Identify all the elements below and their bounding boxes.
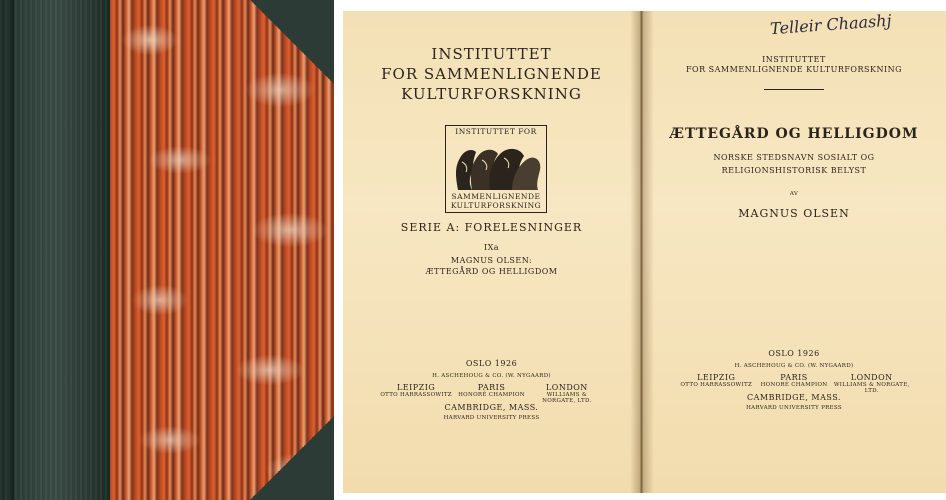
title-page [642,11,946,493]
city-agent: OTTO HARRASSOWITZ [380,392,452,398]
imprint-cities [379,383,604,404]
imprint-city-leipzig [678,373,755,394]
imprint-city-paris [756,373,833,394]
city-agent: OTTO HARRASSOWITZ [680,382,753,388]
imprint-press: HARVARD UNIVERSITY PRESS [746,405,842,411]
imprint-city-leipzig [379,383,453,404]
imprint-cambridge: CAMBRIDGE, MASS. [747,393,841,402]
city-agent: HONORÉ CHAMPION [760,382,828,388]
imprint-press: HARVARD UNIVERSITY PRESS [443,415,540,421]
book-subtitle-line-2: RELIGIONSHISTORISK BELYST [721,166,867,175]
leather-corner-top [250,0,334,84]
institute-name: INSTITUTTET [762,55,826,64]
institute-heading-line-2: FOR SAMMENLIGNENDE [381,65,602,83]
city-name: LONDON [850,373,893,382]
emblem-bottom-text-1: SAMMENLIGNENDE [451,192,541,201]
open-book-spread [343,11,946,493]
emblem-bottom-text-2: KULTURFORSKNING [450,201,542,210]
city-agent: HONORÉ CHAMPION [458,392,525,398]
imprint-city-london [530,383,604,404]
book-subtitle-line-1: NORSKE STEDSNAVN SOSIALT OG [713,153,875,162]
by-label: AV [789,191,799,197]
city-name: LEIPZIG [697,373,736,382]
half-title-page [343,11,642,493]
spine-edge [10,0,14,500]
imprint-city-year: OSLO 1926 [768,349,820,358]
institute-heading-line-3: KULTURFORSKNING [401,85,582,103]
institute-subtitle: FOR SAMMENLIGNENDE KULTURFORSKNING [686,65,902,74]
imprint-cambridge: CAMBRIDGE, MASS. [444,403,539,412]
imprint-city-year: OSLO 1926 [465,359,518,368]
city-name: LEIPZIG [396,383,436,392]
author-line: MAGNUS OLSEN: [450,256,533,265]
imprint-city-paris [454,383,528,404]
handwritten-signature: Telleir Chaashj [769,10,893,39]
imprint-publisher: H. ASCHEHOUG & CO. (W. NYGAARD) [432,373,551,379]
imprint-publisher: H. ASCHEHOUG & CO. (W. NYGAARD) [734,363,854,369]
leather-spine [0,0,110,500]
book-title: ÆTTEGÅRD OG HELLIGDOM [669,126,919,142]
series-number: IXa [483,243,500,252]
series-label: SERIE A: FORELESNINGER [400,221,583,234]
book-cover [0,0,334,500]
leather-corner-bottom [250,416,334,500]
city-name: PARIS [780,373,808,382]
imprint-city-london [833,373,910,394]
imprint-cities [678,373,910,394]
institute-heading-line-1: INSTITUTTET [431,45,552,63]
city-agent: WILLIAMS & NORGATE, LTD. [833,382,910,394]
city-name: PARIS [477,383,506,392]
book-author: MAGNUS OLSEN [738,207,850,220]
institute-emblem [445,125,547,213]
title-line: ÆTTEGÅRD OG HELLIGDOM [425,267,558,276]
divider-rule [764,89,824,90]
city-agent: WILLIAMS & NORGATE, LTD. [542,392,592,404]
profile-heads-icon [446,138,546,198]
emblem-top-text: INSTITUTTET FOR [455,127,537,136]
city-name: LONDON [545,383,588,392]
